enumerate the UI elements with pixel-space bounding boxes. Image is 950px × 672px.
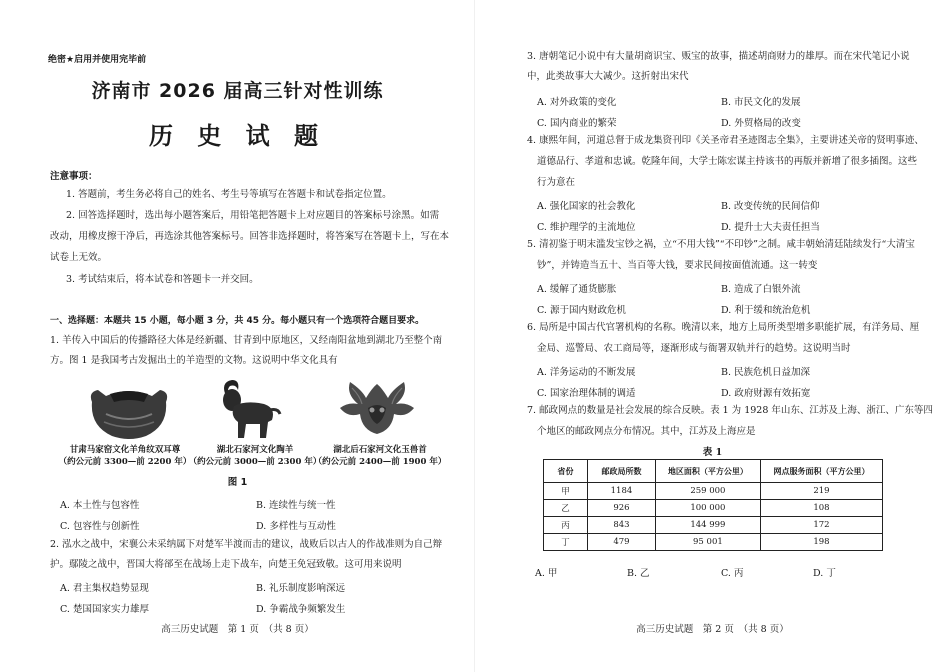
- table-cell: 843: [588, 517, 656, 534]
- q1-option-b: B. 连续性与统一性: [256, 500, 336, 511]
- q6-option-c: C. 国家治理体制的调适: [537, 388, 636, 399]
- table-cell: 219: [760, 483, 882, 500]
- page-footer: 高三历史试题 第 2 页 （共 8 页）: [636, 624, 789, 635]
- q2-option-b: B. 礼乐制度影响深远: [256, 583, 346, 594]
- table-row: [544, 483, 883, 500]
- jade-beast-head-image: [332, 374, 422, 446]
- notice-line: 改动，用橡皮擦干净后，再选涂其他答案标号。回答非选择题时，将答案写在答题卡上，写在本: [50, 231, 450, 242]
- table-header-cell: 地区面积（平方公里）: [655, 460, 760, 483]
- caption-date: （约公元前 3000—前 2300 年）: [188, 457, 322, 467]
- pottery-sheep-image: [206, 374, 284, 446]
- postal-table: [543, 459, 883, 551]
- q6-option-d: D. 政府财源有效拓宽: [721, 388, 811, 399]
- q7-option-a: A. 甲: [535, 568, 558, 579]
- question-1-line: 1. 羊传入中国后的传播路径大体是经新疆、甘青到中原地区，又经南阳盆地到湖北乃至整个南: [50, 335, 443, 346]
- q2-option-d: D. 争霸战争频繁发生: [256, 604, 346, 615]
- table-caption: 表 1: [702, 447, 723, 458]
- question-4-line: 道德品行、孝道和忠诚。乾隆年间，大学士陈宏谋主持该书的再版并新增了很多插图。这些: [537, 156, 918, 167]
- q5-option-d: D. 利于缓和统治危机: [721, 305, 811, 316]
- q3-option-b: B. 市民文化的发展: [721, 97, 801, 108]
- subject-title: 历 史 试 题: [148, 122, 327, 150]
- question-4-line: 4. 康熙年间，河道总督于成龙集资刊印《关圣帝君圣迹图志全集》，主要讲述关帝的贤明事迹、: [527, 135, 924, 146]
- question-3-line: 3. 唐朝笔记小说中有大量胡商识宝、贩宝的故事，描述胡商财力的雄厚。而在宋代笔记小说: [527, 51, 910, 62]
- caption-date: （约公元前 2400—前 1900 年）: [313, 457, 447, 467]
- table-header-cell: 省份: [544, 460, 588, 483]
- table-cell: 259 000: [655, 483, 760, 500]
- question-5-line: 5. 清初鉴于明末滥发宝钞之祸，立“不用大钱”“不印钞”之制。咸丰朝始清廷陆续发行“大清宝: [527, 239, 915, 250]
- question-7-line: 个地区的邮政网点分布情况。其中，江苏及上海应是: [537, 426, 756, 437]
- figure-caption-3: [305, 444, 455, 468]
- question-5-line: 钞”，并铸造当五十、当百等大钱，要求民间按面值流通。这一转变: [537, 260, 818, 271]
- notice-line: 3. 考试结束后，将本试卷和答题卡一并交回。: [66, 274, 259, 285]
- caption-title: 甘肃马家窑文化羊角纹双耳尊: [69, 445, 181, 455]
- table-cell: 479: [588, 534, 656, 551]
- q5-option-c: C. 源于国内财政危机: [537, 305, 626, 316]
- q6-option-a: A. 洋务运动的不断发展: [537, 367, 636, 378]
- section-heading: 一、选择题：本题共 15 小题，每小题 3 分，共 45 分。每小题只有一个选项符合题目要求。: [50, 316, 425, 326]
- q4-option-b: B. 改变传统的民间信仰: [721, 201, 820, 212]
- table-cell: 108: [760, 500, 882, 517]
- table-cell: 乙: [544, 500, 588, 517]
- table-cell: 926: [588, 500, 656, 517]
- q2-option-c: C. 楚国国家实力雄厚: [60, 604, 149, 615]
- table-cell: 1184: [588, 483, 656, 500]
- table-cell: 95 001: [655, 534, 760, 551]
- question-7-line: 7. 邮政网点的数量是社会发展的综合反映。表 1 为 1928 年山东、江苏及上海、浙江、广东等四: [527, 405, 933, 416]
- q1-option-a: A. 本土性与包容性: [60, 500, 140, 511]
- table-row: [544, 517, 883, 534]
- table-cell: 144 999: [655, 517, 760, 534]
- table-cell: 100 000: [655, 500, 760, 517]
- q7-option-b: B. 乙: [627, 568, 650, 579]
- table-cell: 198: [760, 534, 882, 551]
- notice-line: 1. 答题前，考生务必将自己的姓名、考生号等填写在答题卡和试卷指定位置。: [66, 189, 392, 200]
- q5-option-b: B. 造成了白银外流: [721, 284, 801, 295]
- q1-option-d: D. 多样性与互动性: [256, 521, 336, 532]
- table-cell: 丙: [544, 517, 588, 534]
- notice-heading: 注意事项：: [50, 171, 98, 182]
- question-2-line: 护。鄢陵之战中，晋国大将郤至在战场上走下战车，向楚王免冠致敬。这可用来说明: [50, 559, 402, 570]
- q7-option-c: C. 丙: [721, 568, 744, 579]
- exam-title: 济南市 2026 届高三针对性训练: [91, 80, 384, 102]
- question-3-line: 中，此类故事大大减少。这折射出宋代: [527, 71, 689, 82]
- table-cell: 丁: [544, 534, 588, 551]
- figure-caption-1: [50, 444, 200, 468]
- question-4-line: 行为意在: [537, 177, 576, 188]
- q3-option-a: A. 对外政策的变化: [537, 97, 617, 108]
- table-row: [544, 534, 883, 551]
- table-header-cell: 网点服务面积（平方公里）: [760, 460, 882, 483]
- q4-option-c: C. 维护理学的主流地位: [537, 222, 636, 233]
- table-cell: 甲: [544, 483, 588, 500]
- q2-option-a: A. 君主集权趋势显现: [60, 583, 149, 594]
- q6-option-b: B. 民族危机日益加深: [721, 367, 811, 378]
- table-row: [544, 500, 883, 517]
- notice-line: 试卷上无效。: [50, 252, 108, 263]
- question-2-line: 2. 泓水之战中，宋襄公未采纳属下对楚军半渡而击的建议，战败后以古人的作战准则为自己辩: [50, 539, 443, 550]
- question-6-line: 6. 局所是中国古代官署机构的名称。晚清以来，地方上局所类型增多职能扩展，有洋务局、厘: [527, 322, 920, 333]
- q5-option-a: A. 缓解了通货膨胀: [537, 284, 617, 295]
- page-footer: 高三历史试题 第 1 页 （共 8 页）: [161, 624, 314, 635]
- q1-option-c: C. 包容性与创新性: [60, 521, 140, 532]
- double-handled-jar-image: [84, 380, 174, 442]
- q7-option-d: D. 丁: [813, 568, 836, 579]
- table-header-cell: 邮政局所数: [588, 460, 656, 483]
- table-cell: 172: [760, 517, 882, 534]
- q4-option-a: A. 强化国家的社会教化: [537, 201, 636, 212]
- caption-date: （约公元前 3300—前 2200 年）: [58, 457, 192, 467]
- page-2: [475, 0, 950, 672]
- notice-line: 2. 回答选择题时，选出每小题答案后，用铅笔把答题卡上对应题目的答案标号涂黑。如需: [66, 210, 440, 221]
- caption-title: 湖北石家河文化陶羊: [216, 445, 294, 455]
- figure-label: 图 1: [227, 477, 248, 488]
- question-1-line: 方。图 1 是我国考古发掘出土的羊造型的文物。这说明中华文化具有: [50, 355, 338, 366]
- secret-label: 绝密★启用并使用完毕前: [48, 55, 147, 65]
- q3-option-d: D. 外贸格局的改变: [721, 118, 801, 129]
- caption-title: 湖北后石家河文化玉兽首: [333, 445, 427, 455]
- table-header-row: [544, 460, 883, 483]
- q4-option-d: D. 提升士大夫责任担当: [721, 222, 820, 233]
- q3-option-c: C. 国内商业的繁荣: [537, 118, 617, 129]
- question-6-line: 金局、巡警局、农工商局等，逐渐形成与衙署双轨并行的趋势。这说明当时: [537, 343, 851, 354]
